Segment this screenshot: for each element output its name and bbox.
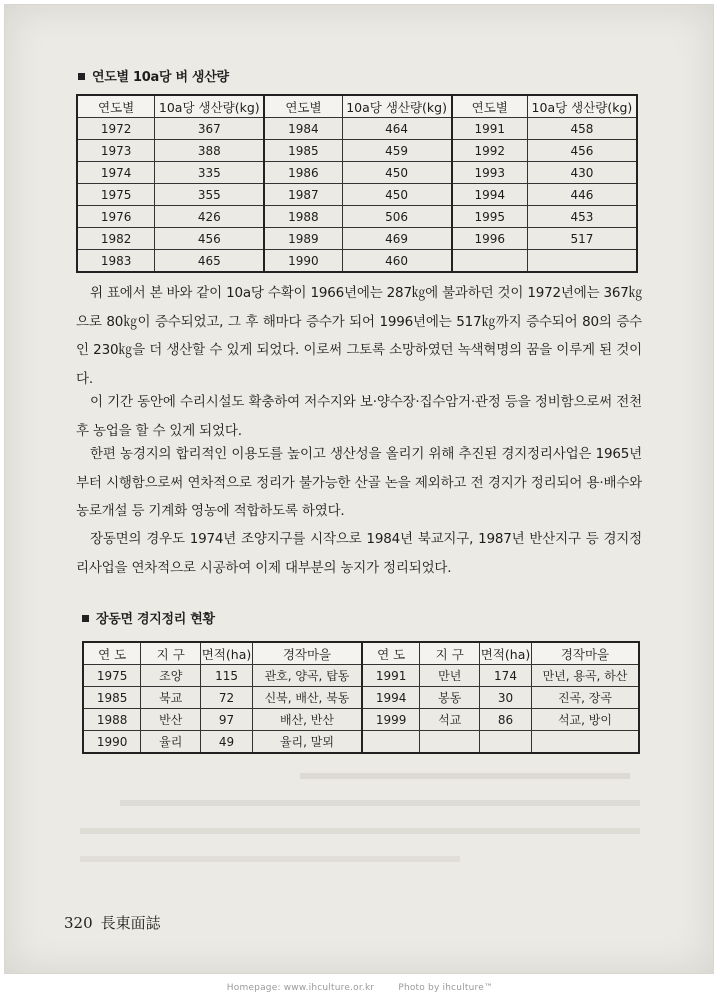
header-cell: 경작마을 [531, 642, 639, 665]
header-cell: 연 도 [83, 642, 141, 665]
year-cell [452, 250, 528, 273]
table-row [77, 140, 637, 162]
area-cell: 72 [201, 687, 253, 709]
year-cell: 1985 [83, 687, 141, 709]
header-cell: 면적(ha) [480, 642, 532, 665]
village-cell: 석교, 방이 [531, 709, 639, 731]
bleed-through-mark [80, 828, 640, 834]
year-cell: 1993 [452, 162, 528, 184]
year-cell: 1990 [264, 250, 342, 273]
paragraph-text: 위 표에서 본 바와 같이 10a당 수확이 1966년에는 287㎏에 불과하던 것이 1972년에는 367㎏으로 80㎏이 증수되었고, 그 후 해마다 증수가 되어 1996년에는 517㎏까지 증수되어 80의 증수인 230㎏을 더 생산할 수 있게 되었다. 이로써 그토록 소망하였던 녹색혁명의 꿈을 이루게 된 것이다. [76, 285, 642, 387]
district-cell: 만년 [420, 665, 480, 687]
table-row [77, 118, 637, 140]
section-title-text: 연도별 10a당 벼 생산량 [92, 70, 229, 85]
yield-cell: 506 [342, 206, 452, 228]
table-row [77, 228, 637, 250]
year-cell: 1994 [452, 184, 528, 206]
year-cell: 1990 [83, 731, 141, 754]
yield-cell: 450 [342, 184, 452, 206]
yield-cell: 517 [527, 228, 637, 250]
yield-cell: 456 [155, 228, 265, 250]
area-cell: 174 [480, 665, 532, 687]
bleed-through-mark [120, 800, 640, 806]
table-row [77, 206, 637, 228]
bleed-through-mark [300, 773, 630, 779]
header-cell: 연도별 [77, 95, 155, 118]
year-cell: 1996 [452, 228, 528, 250]
district-cell: 북교 [141, 687, 201, 709]
district-cell: 봉동 [420, 687, 480, 709]
year-cell: 1975 [77, 184, 155, 206]
area-cell: 115 [201, 665, 253, 687]
yield-cell: 355 [155, 184, 265, 206]
table-row [83, 665, 639, 687]
paragraph-text: 이 기간 동안에 수리시설도 확충하여 저수지와 보·양수장·집수암거·관정 등을 정비함으로써 전천후 농업을 할 수 있게 되었다. [76, 394, 642, 439]
year-cell: 1988 [83, 709, 141, 731]
yield-cell: 453 [527, 206, 637, 228]
yield-cell: 446 [527, 184, 637, 206]
area-cell: 97 [201, 709, 253, 731]
area-cell: 86 [480, 709, 532, 731]
bleed-through-mark [80, 856, 460, 862]
yield-cell: 335 [155, 162, 265, 184]
yield-cell: 460 [342, 250, 452, 273]
header-cell: 지 구 [420, 642, 480, 665]
table-header-row [77, 95, 637, 118]
header-cell: 연도별 [452, 95, 528, 118]
yield-cell: 367 [155, 118, 265, 140]
year-cell: 1976 [77, 206, 155, 228]
paragraph-text: 한편 농경지의 합리적인 이용도를 높이고 생산성을 올리기 위해 추진된 경지정리사업은 1965년부터 시행함으로써 연차적으로 정리가 불가능한 산골 논을 제외하고 전 경지가 정리되어 용·배수와 농로개설 등 기계화 영농에 적합하도록 하였다. [76, 446, 642, 519]
header-cell: 경작마을 [252, 642, 362, 665]
area-cell: 49 [201, 731, 253, 754]
district-cell [420, 731, 480, 754]
header-cell: 10a당 생산량(kg) [155, 95, 265, 118]
body-paragraph [76, 388, 642, 445]
year-cell: 1991 [452, 118, 528, 140]
homepage-credit[interactable]: Homepage: www.ihculture.or.kr [226, 983, 375, 993]
area-cell: 30 [480, 687, 532, 709]
village-cell: 신북, 배산, 북동 [252, 687, 362, 709]
square-bullet-icon [82, 615, 89, 622]
rice-yield-table [76, 94, 638, 273]
village-cell: 율리, 말뫼 [252, 731, 362, 754]
year-cell: 1995 [452, 206, 528, 228]
village-cell: 관호, 양곡, 탑동 [252, 665, 362, 687]
photo-credit-footer [0, 983, 720, 993]
header-cell: 연 도 [362, 642, 420, 665]
table-row [77, 162, 637, 184]
village-cell: 배산, 반산 [252, 709, 362, 731]
district-cell: 조양 [141, 665, 201, 687]
year-cell: 1984 [264, 118, 342, 140]
yield-cell [527, 250, 637, 273]
year-cell: 1988 [264, 206, 342, 228]
district-cell: 반산 [141, 709, 201, 731]
yield-cell: 426 [155, 206, 265, 228]
yield-cell: 459 [342, 140, 452, 162]
header-cell: 10a당 생산량(kg) [527, 95, 637, 118]
year-cell: 1999 [362, 709, 420, 731]
land-consolidation-table [82, 641, 640, 754]
village-cell: 만년, 용곡, 하산 [531, 665, 639, 687]
yield-cell: 458 [527, 118, 637, 140]
district-cell: 석교 [420, 709, 480, 731]
year-cell: 1991 [362, 665, 420, 687]
yield-cell: 430 [527, 162, 637, 184]
table-header-row [83, 642, 639, 665]
year-cell: 1985 [264, 140, 342, 162]
square-bullet-icon [78, 73, 85, 80]
table-row [77, 184, 637, 206]
header-cell: 10a당 생산량(kg) [342, 95, 452, 118]
header-cell: 지 구 [141, 642, 201, 665]
year-cell: 1973 [77, 140, 155, 162]
year-cell: 1975 [83, 665, 141, 687]
body-paragraph [76, 440, 642, 526]
area-cell [480, 731, 532, 754]
page-number: 320 [64, 914, 93, 932]
year-cell: 1974 [77, 162, 155, 184]
page-folio [64, 912, 161, 933]
year-cell: 1982 [77, 228, 155, 250]
photo-credit: Photo by ihculture™ [398, 983, 494, 993]
yield-cell: 465 [155, 250, 265, 273]
year-cell: 1992 [452, 140, 528, 162]
header-cell: 면적(ha) [201, 642, 253, 665]
table-row [83, 731, 639, 754]
table-row [83, 687, 639, 709]
year-cell [362, 731, 420, 754]
body-paragraph [76, 279, 642, 393]
yield-cell: 464 [342, 118, 452, 140]
yield-cell: 388 [155, 140, 265, 162]
village-cell: 진곡, 장곡 [531, 687, 639, 709]
year-cell: 1972 [77, 118, 155, 140]
village-cell [531, 731, 639, 754]
book-title: 長東面誌 [100, 914, 161, 932]
section-title-land-consolidation [82, 608, 215, 627]
header-cell: 연도별 [264, 95, 342, 118]
year-cell: 1994 [362, 687, 420, 709]
paragraph-text: 장동면의 경우도 1974년 조양지구를 시작으로 1984년 북교지구, 1987년 반산지구 등 경지정리사업을 연차적으로 시공하여 이제 대부분의 농지가 정리되었다. [76, 531, 642, 576]
year-cell: 1983 [77, 250, 155, 273]
table-row [83, 709, 639, 731]
section-title-rice-yield [78, 66, 229, 85]
section-title-text: 장동면 경지정리 현황 [96, 612, 215, 627]
yield-cell: 456 [527, 140, 637, 162]
yield-cell: 469 [342, 228, 452, 250]
body-paragraph [76, 525, 642, 582]
table-row [77, 250, 637, 273]
year-cell: 1989 [264, 228, 342, 250]
year-cell: 1986 [264, 162, 342, 184]
district-cell: 율리 [141, 731, 201, 754]
yield-cell: 450 [342, 162, 452, 184]
year-cell: 1987 [264, 184, 342, 206]
